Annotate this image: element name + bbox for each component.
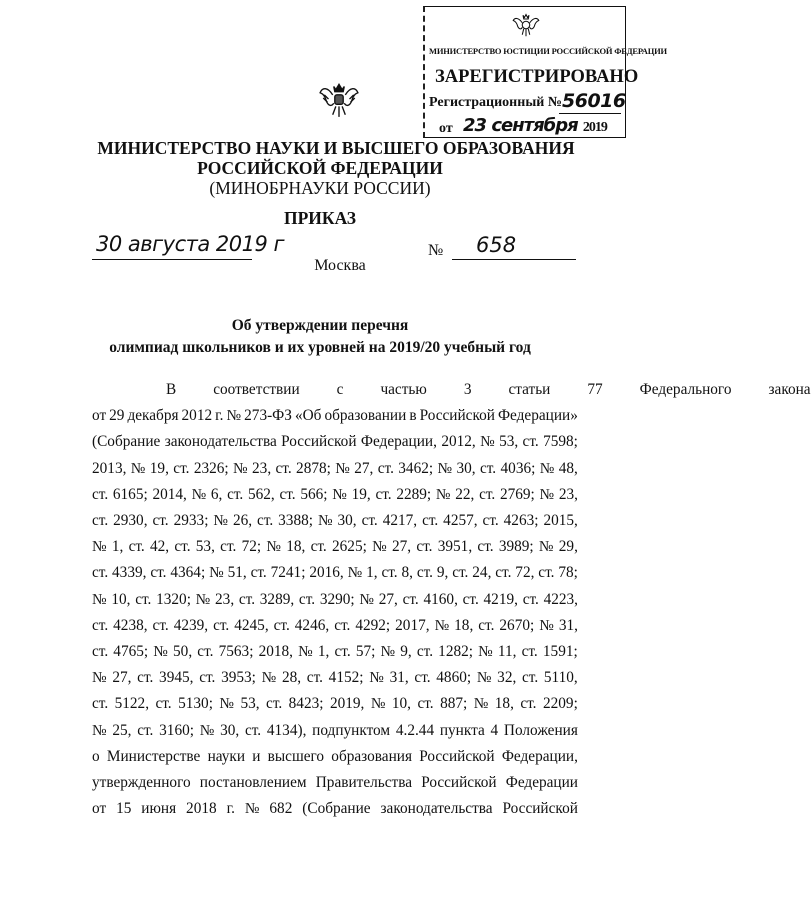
stamp-date-label: от: [439, 121, 453, 136]
order-title-line2: олимпиад школьников и их уровней на 2019/20 учебный год: [109, 339, 531, 356]
body-line: о Министерстве науки и высшего образования Российской Федерации,: [92, 747, 578, 765]
body-line: № 25, ст. 3160; № 30, ст. 4134), подпунктом 4.2.44 пункта 4 Положения: [92, 721, 578, 739]
stamp-date-day-month: 23 сентября: [463, 115, 578, 136]
order-number-value: 658: [476, 233, 517, 257]
russian-coat-of-arms-icon: [318, 77, 360, 119]
body-line: утвержденного постановлением Правительства Российской Федерации: [92, 774, 578, 792]
ministry-name-line1: МИНИСТЕРСТВО НАУКИ И ВЫСШЕГО ОБРАЗОВАНИЯ: [97, 138, 575, 158]
stamp-reg-number-label: Регистрационный №: [429, 95, 562, 110]
ministry-name-line2: РОССИЙСКОЙ ФЕДЕРАЦИИ: [197, 158, 443, 178]
stamp-date-year: 2019: [582, 120, 607, 135]
body-line: (Собрание законодательства Российской Федерации, 2012, № 53, ст. 7598;: [92, 433, 578, 451]
body-line: ст. 5122, ст. 5130; № 53, ст. 8423; 2019, № 10, ст. 887; № 18, ст. 2209;: [92, 695, 578, 713]
body-line: ст. 4238, ст. 4239, ст. 4245, ст. 4246, ст. 4292; 2017, № 18, ст. 2670; № 31,: [92, 616, 578, 634]
ministry-short-name: (МИНОБРНАУКИ РОССИИ): [209, 178, 431, 198]
body-line: ст. 2930, ст. 2933; № 26, ст. 3388; № 30, ст. 4217, ст. 4257, ст. 4263; 2015,: [92, 512, 578, 530]
registration-stamp: [423, 6, 667, 138]
body-line: 2013, № 19, ст. 2326; № 23, ст. 2878; № 27, ст. 3462; № 30, ст. 4036; № 48,: [92, 459, 578, 477]
body-line: ст. 4765; № 50, ст. 7563; 2018, № 1, ст. 57; № 9, ст. 1282; № 11, ст. 1591;: [92, 643, 578, 661]
order-date: 30 августа 2019 г: [96, 232, 285, 256]
body-line: ст. 4339, ст. 4364; № 51, ст. 7241; 2016, № 1, ст. 8, ст. 9, ст. 24, ст. 72, ст. 78;: [92, 564, 578, 582]
stamp-ministry-name: МИНИСТЕРСТВО ЮСТИЦИИ РОССИЙСКОЙ ФЕДЕРАЦИИ: [429, 46, 667, 56]
body-line: № 27, ст. 3945, ст. 3953; № 28, ст. 4152; № 31, ст. 4860; № 32, ст. 5110,: [92, 669, 578, 687]
body-line: № 1, ст. 42, ст. 53, ст. 72; № 18, ст. 2625; № 27, ст. 3951, ст. 3989; № 29,: [92, 538, 578, 556]
body-line: В соответствии с частью 3 статьи 77 Федерального закона: [166, 381, 811, 398]
body-line: № 10, ст. 1320; № 23, ст. 3289, ст. 3290; № 27, ст. 4160, ст. 4219, ст. 4223,: [92, 590, 578, 608]
stamp-reg-number-value: 56016: [562, 90, 626, 112]
body-line: ст. 6165; 2014, № 6, ст. 562, ст. 566; № 19, ст. 2289; № 22, ст. 2769; № 23,: [92, 485, 578, 503]
stamp-registered-label: ЗАРЕГИСТРИРОВАНО: [435, 67, 639, 87]
stamp-reg-number-underline: [559, 113, 621, 114]
order-title-line1: Об утверждении перечня: [231, 317, 409, 334]
body-line: от 15 июня 2018 г. № 682 (Собрание законодательства Российской: [92, 800, 578, 818]
order-body-paragraph: [92, 377, 811, 822]
document-type: ПРИКАЗ: [283, 208, 357, 228]
order-number-label: №: [428, 242, 444, 259]
order-city: Москва: [314, 257, 366, 274]
body-line: от 29 декабря 2012 г. № 273-ФЗ «Об образовании в Российской Федерации»: [92, 407, 578, 425]
stamp-date-value: [463, 115, 607, 136]
eagle-emblem-icon: [511, 10, 541, 40]
